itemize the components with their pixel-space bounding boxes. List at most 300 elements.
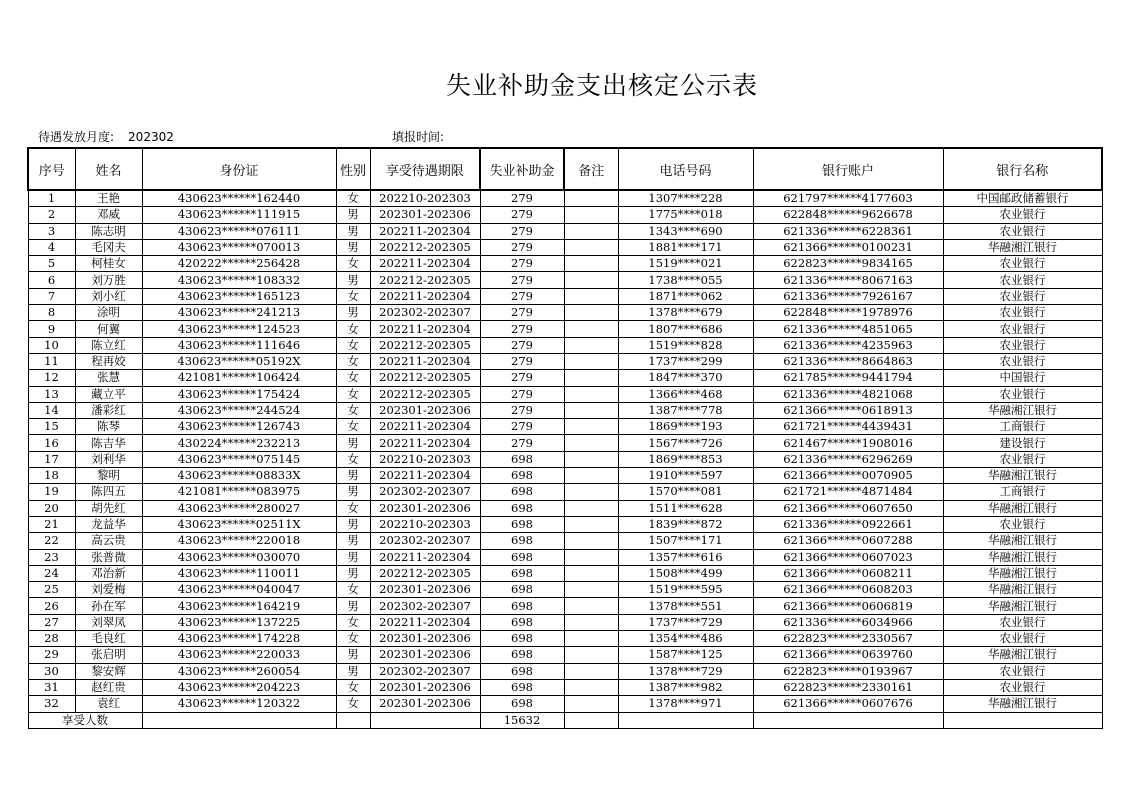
cell-index: 23 bbox=[28, 549, 75, 565]
footer-cell bbox=[564, 712, 618, 728]
cell-id-number: 430623******124523 bbox=[142, 321, 336, 337]
cell-phone: 1807****686 bbox=[618, 321, 753, 337]
cell-gender: 女 bbox=[336, 582, 370, 598]
table-row bbox=[28, 631, 1102, 647]
cell-bank-account: 621366******0606819 bbox=[753, 598, 943, 614]
header-bank-name: 银行名称 bbox=[943, 148, 1102, 190]
cell-remark bbox=[564, 500, 618, 516]
cell-gender: 女 bbox=[336, 288, 370, 304]
cell-gender: 女 bbox=[336, 500, 370, 516]
cell-bank-name: 华融湘江银行 bbox=[943, 468, 1102, 484]
cell-phone: 1737****729 bbox=[618, 614, 753, 630]
cell-phone: 1378****729 bbox=[618, 663, 753, 679]
cell-index: 15 bbox=[28, 419, 75, 435]
cell-subsidy: 279 bbox=[480, 402, 564, 418]
cell-gender: 男 bbox=[336, 598, 370, 614]
cell-subsidy: 279 bbox=[480, 272, 564, 288]
cell-name: 毛冈夫 bbox=[75, 239, 142, 255]
payment-month bbox=[38, 128, 174, 145]
cell-subsidy: 698 bbox=[480, 451, 564, 467]
cell-bank-name: 华融湘江银行 bbox=[943, 647, 1102, 663]
cell-period: 202301-202306 bbox=[370, 647, 480, 663]
cell-gender: 男 bbox=[336, 565, 370, 581]
cell-id-number: 430623******075145 bbox=[142, 451, 336, 467]
cell-name: 胡先红 bbox=[75, 500, 142, 516]
cell-remark bbox=[564, 516, 618, 532]
table-row bbox=[28, 272, 1102, 288]
cell-period: 202211-202304 bbox=[370, 353, 480, 369]
cell-phone: 1507****171 bbox=[618, 533, 753, 549]
cell-subsidy: 698 bbox=[480, 468, 564, 484]
cell-bank-name: 华融湘江银行 bbox=[943, 533, 1102, 549]
cell-phone: 1570****081 bbox=[618, 484, 753, 500]
cell-period: 202301-202306 bbox=[370, 402, 480, 418]
cell-gender: 男 bbox=[336, 305, 370, 321]
cell-bank-account: 621336******4821068 bbox=[753, 386, 943, 402]
cell-id-number: 430623******02511X bbox=[142, 516, 336, 532]
table-row bbox=[28, 402, 1102, 418]
cell-name: 陈志明 bbox=[75, 223, 142, 239]
cell-name: 赵红贵 bbox=[75, 679, 142, 695]
table-row bbox=[28, 679, 1102, 695]
table-row bbox=[28, 386, 1102, 402]
cell-phone: 1869****193 bbox=[618, 419, 753, 435]
header-gender: 性别 bbox=[336, 148, 370, 190]
cell-phone: 1519****021 bbox=[618, 256, 753, 272]
table-row bbox=[28, 500, 1102, 516]
cell-name: 陈四五 bbox=[75, 484, 142, 500]
cell-bank-account: 621366******0070905 bbox=[753, 468, 943, 484]
cell-subsidy: 698 bbox=[480, 565, 564, 581]
cell-bank-name: 农业银行 bbox=[943, 337, 1102, 353]
cell-bank-name: 农业银行 bbox=[943, 451, 1102, 467]
cell-index: 16 bbox=[28, 435, 75, 451]
cell-id-number: 430623******175424 bbox=[142, 386, 336, 402]
table-row bbox=[28, 516, 1102, 532]
cell-index: 10 bbox=[28, 337, 75, 353]
cell-id-number: 430623******244524 bbox=[142, 402, 336, 418]
cell-gender: 女 bbox=[336, 256, 370, 272]
header-phone: 电话号码 bbox=[618, 148, 753, 190]
cell-bank-name: 农业银行 bbox=[943, 516, 1102, 532]
cell-subsidy: 279 bbox=[480, 386, 564, 402]
cell-phone: 1343****690 bbox=[618, 223, 753, 239]
cell-bank-account: 621366******0100231 bbox=[753, 239, 943, 255]
cell-index: 26 bbox=[28, 598, 75, 614]
cell-subsidy: 698 bbox=[480, 631, 564, 647]
cell-remark bbox=[564, 419, 618, 435]
cell-index: 11 bbox=[28, 353, 75, 369]
cell-remark bbox=[564, 288, 618, 304]
cell-bank-name: 华融湘江银行 bbox=[943, 696, 1102, 712]
header-remark: 备注 bbox=[564, 148, 618, 190]
cell-period: 202301-202306 bbox=[370, 679, 480, 695]
cell-bank-account: 621336******7926167 bbox=[753, 288, 943, 304]
header-row bbox=[28, 148, 1102, 190]
cell-id-number: 430623******040047 bbox=[142, 582, 336, 598]
cell-index: 1 bbox=[28, 190, 75, 207]
cell-index: 22 bbox=[28, 533, 75, 549]
cell-subsidy: 698 bbox=[480, 647, 564, 663]
cell-id-number: 430224******232213 bbox=[142, 435, 336, 451]
cell-remark bbox=[564, 272, 618, 288]
cell-period: 202210-202303 bbox=[370, 516, 480, 532]
payment-month-value: 202302 bbox=[128, 130, 174, 144]
cell-index: 24 bbox=[28, 565, 75, 581]
cell-remark bbox=[564, 321, 618, 337]
cell-period: 202210-202303 bbox=[370, 451, 480, 467]
cell-id-number: 430623******204223 bbox=[142, 679, 336, 695]
cell-subsidy: 279 bbox=[480, 435, 564, 451]
cell-remark bbox=[564, 223, 618, 239]
cell-name: 刘小红 bbox=[75, 288, 142, 304]
cell-bank-name: 中国邮政储蓄银行 bbox=[943, 190, 1102, 207]
cell-id-number: 421081******106424 bbox=[142, 370, 336, 386]
cell-remark bbox=[564, 435, 618, 451]
cell-period: 202302-202307 bbox=[370, 305, 480, 321]
cell-period: 202212-202305 bbox=[370, 386, 480, 402]
table-row bbox=[28, 207, 1102, 223]
footer-cell bbox=[618, 712, 753, 728]
cell-bank-name: 农业银行 bbox=[943, 353, 1102, 369]
cell-index: 8 bbox=[28, 305, 75, 321]
cell-gender: 女 bbox=[336, 631, 370, 647]
cell-name: 刘爱梅 bbox=[75, 582, 142, 598]
table-row bbox=[28, 305, 1102, 321]
cell-index: 28 bbox=[28, 631, 75, 647]
cell-remark bbox=[564, 370, 618, 386]
cell-subsidy: 698 bbox=[480, 533, 564, 549]
cell-id-number: 430623******08833X bbox=[142, 468, 336, 484]
cell-gender: 男 bbox=[336, 223, 370, 239]
cell-gender: 男 bbox=[336, 663, 370, 679]
cell-bank-account: 621467******1908016 bbox=[753, 435, 943, 451]
cell-phone: 1869****853 bbox=[618, 451, 753, 467]
cell-id-number: 430623******070013 bbox=[142, 239, 336, 255]
cell-index: 7 bbox=[28, 288, 75, 304]
cell-subsidy: 279 bbox=[480, 321, 564, 337]
cell-period: 202211-202304 bbox=[370, 614, 480, 630]
header-period: 享受待遇期限 bbox=[370, 148, 480, 190]
cell-name: 黎明 bbox=[75, 468, 142, 484]
cell-id-number: 430623******126743 bbox=[142, 419, 336, 435]
cell-subsidy: 279 bbox=[480, 337, 564, 353]
table-row bbox=[28, 256, 1102, 272]
cell-remark bbox=[564, 207, 618, 223]
cell-bank-name: 华融湘江银行 bbox=[943, 500, 1102, 516]
cell-id-number: 430623******260054 bbox=[142, 663, 336, 679]
header-index: 序号 bbox=[28, 148, 75, 190]
cell-gender: 女 bbox=[336, 402, 370, 418]
cell-name: 藏立平 bbox=[75, 386, 142, 402]
cell-bank-name: 建设银行 bbox=[943, 435, 1102, 451]
cell-gender: 女 bbox=[336, 353, 370, 369]
cell-remark bbox=[564, 696, 618, 712]
cell-index: 3 bbox=[28, 223, 75, 239]
cell-gender: 女 bbox=[336, 337, 370, 353]
cell-period: 202211-202304 bbox=[370, 321, 480, 337]
footer-cell bbox=[336, 712, 370, 728]
cell-period: 202302-202307 bbox=[370, 663, 480, 679]
cell-bank-account: 621336******6228361 bbox=[753, 223, 943, 239]
cell-phone: 1775****018 bbox=[618, 207, 753, 223]
cell-name: 袁红 bbox=[75, 696, 142, 712]
cell-period: 202212-202305 bbox=[370, 337, 480, 353]
cell-remark bbox=[564, 598, 618, 614]
cell-gender: 男 bbox=[336, 207, 370, 223]
cell-subsidy: 279 bbox=[480, 419, 564, 435]
cell-index: 25 bbox=[28, 582, 75, 598]
header-id-number: 身份证 bbox=[142, 148, 336, 190]
cell-phone: 1587****125 bbox=[618, 647, 753, 663]
cell-name: 邓治新 bbox=[75, 565, 142, 581]
table-row bbox=[28, 468, 1102, 484]
table-row bbox=[28, 370, 1102, 386]
cell-subsidy: 279 bbox=[480, 353, 564, 369]
cell-subsidy: 698 bbox=[480, 663, 564, 679]
cell-id-number: 430623******137225 bbox=[142, 614, 336, 630]
cell-index: 12 bbox=[28, 370, 75, 386]
cell-bank-name: 农业银行 bbox=[943, 305, 1102, 321]
cell-id-number: 430623******110011 bbox=[142, 565, 336, 581]
cell-period: 202210-202303 bbox=[370, 190, 480, 207]
cell-remark bbox=[564, 484, 618, 500]
table-row bbox=[28, 582, 1102, 598]
cell-remark bbox=[564, 582, 618, 598]
cell-subsidy: 279 bbox=[480, 190, 564, 207]
cell-gender: 男 bbox=[336, 516, 370, 532]
cell-bank-account: 621721******4871484 bbox=[753, 484, 943, 500]
cell-bank-name: 工商银行 bbox=[943, 419, 1102, 435]
cell-gender: 男 bbox=[336, 549, 370, 565]
cell-bank-name: 农业银行 bbox=[943, 631, 1102, 647]
cell-bank-name: 农业银行 bbox=[943, 663, 1102, 679]
cell-subsidy: 279 bbox=[480, 305, 564, 321]
cell-bank-account: 621336******4235963 bbox=[753, 337, 943, 353]
cell-gender: 女 bbox=[336, 190, 370, 207]
cell-bank-account: 621336******8067163 bbox=[753, 272, 943, 288]
cell-subsidy: 279 bbox=[480, 256, 564, 272]
table-row bbox=[28, 451, 1102, 467]
cell-id-number: 430623******108332 bbox=[142, 272, 336, 288]
cell-id-number: 430623******174228 bbox=[142, 631, 336, 647]
cell-remark bbox=[564, 679, 618, 695]
cell-period: 202301-202306 bbox=[370, 582, 480, 598]
cell-bank-account: 621366******0607676 bbox=[753, 696, 943, 712]
cell-period: 202211-202304 bbox=[370, 288, 480, 304]
cell-index: 29 bbox=[28, 647, 75, 663]
cell-bank-name: 华融湘江银行 bbox=[943, 549, 1102, 565]
cell-subsidy: 279 bbox=[480, 207, 564, 223]
cell-bank-name: 华融湘江银行 bbox=[943, 239, 1102, 255]
header-name: 姓名 bbox=[75, 148, 142, 190]
cell-period: 202212-202305 bbox=[370, 272, 480, 288]
cell-subsidy: 698 bbox=[480, 696, 564, 712]
cell-name: 潘彩红 bbox=[75, 402, 142, 418]
cell-period: 202301-202306 bbox=[370, 500, 480, 516]
cell-phone: 1738****055 bbox=[618, 272, 753, 288]
cell-name: 王艳 bbox=[75, 190, 142, 207]
table-row bbox=[28, 614, 1102, 630]
cell-bank-name: 农业银行 bbox=[943, 321, 1102, 337]
cell-remark bbox=[564, 305, 618, 321]
cell-bank-name: 工商银行 bbox=[943, 484, 1102, 500]
cell-id-number: 430623******220018 bbox=[142, 533, 336, 549]
cell-period: 202212-202305 bbox=[370, 239, 480, 255]
table-row bbox=[28, 353, 1102, 369]
cell-period: 202302-202307 bbox=[370, 484, 480, 500]
cell-bank-name: 农业银行 bbox=[943, 272, 1102, 288]
table-row bbox=[28, 288, 1102, 304]
cell-bank-name: 华融湘江银行 bbox=[943, 565, 1102, 581]
cell-subsidy: 279 bbox=[480, 239, 564, 255]
cell-index: 9 bbox=[28, 321, 75, 337]
cell-phone: 1737****299 bbox=[618, 353, 753, 369]
cell-gender: 女 bbox=[336, 696, 370, 712]
cell-bank-account: 622823******2330161 bbox=[753, 679, 943, 695]
cell-phone: 1354****486 bbox=[618, 631, 753, 647]
cell-id-number: 430623******111915 bbox=[142, 207, 336, 223]
cell-index: 6 bbox=[28, 272, 75, 288]
footer-total: 15632 bbox=[480, 712, 564, 728]
cell-id-number: 430623******111646 bbox=[142, 337, 336, 353]
table-row bbox=[28, 321, 1102, 337]
table-row bbox=[28, 533, 1102, 549]
cell-bank-name: 农业银行 bbox=[943, 223, 1102, 239]
cell-bank-account: 621336******8664863 bbox=[753, 353, 943, 369]
cell-phone: 1357****616 bbox=[618, 549, 753, 565]
cell-remark bbox=[564, 565, 618, 581]
cell-phone: 1910****597 bbox=[618, 468, 753, 484]
cell-id-number: 430623******280027 bbox=[142, 500, 336, 516]
table-row bbox=[28, 696, 1102, 712]
cell-bank-name: 农业银行 bbox=[943, 386, 1102, 402]
cell-phone: 1378****551 bbox=[618, 598, 753, 614]
cell-remark bbox=[564, 647, 618, 663]
cell-id-number: 430623******164219 bbox=[142, 598, 336, 614]
page-title: 失业补助金支出核定公示表 bbox=[445, 71, 758, 100]
cell-gender: 男 bbox=[336, 484, 370, 500]
cell-name: 柯桂女 bbox=[75, 256, 142, 272]
table-row bbox=[28, 565, 1102, 581]
cell-name: 陈琴 bbox=[75, 419, 142, 435]
cell-id-number: 430623******162440 bbox=[142, 190, 336, 207]
cell-name: 毛良红 bbox=[75, 631, 142, 647]
fill-time-label: 填报时间: bbox=[392, 130, 445, 144]
cell-index: 21 bbox=[28, 516, 75, 532]
cell-bank-name: 华融湘江银行 bbox=[943, 582, 1102, 598]
cell-remark bbox=[564, 614, 618, 630]
cell-bank-account: 621797******4177603 bbox=[753, 190, 943, 207]
cell-bank-account: 622823******2330567 bbox=[753, 631, 943, 647]
cell-bank-name: 农业银行 bbox=[943, 614, 1102, 630]
cell-id-number: 430623******05192X bbox=[142, 353, 336, 369]
cell-name: 刘利华 bbox=[75, 451, 142, 467]
cell-bank-account: 621366******0607023 bbox=[753, 549, 943, 565]
cell-gender: 女 bbox=[336, 614, 370, 630]
cell-index: 2 bbox=[28, 207, 75, 223]
cell-phone: 1366****468 bbox=[618, 386, 753, 402]
cell-name: 高云贵 bbox=[75, 533, 142, 549]
cell-remark bbox=[564, 190, 618, 207]
table-row bbox=[28, 435, 1102, 451]
cell-subsidy: 698 bbox=[480, 549, 564, 565]
cell-subsidy: 698 bbox=[480, 614, 564, 630]
cell-bank-account: 622848******1978976 bbox=[753, 305, 943, 321]
cell-gender: 女 bbox=[336, 419, 370, 435]
cell-remark bbox=[564, 402, 618, 418]
cell-remark bbox=[564, 663, 618, 679]
cell-phone: 1567****726 bbox=[618, 435, 753, 451]
cell-gender: 女 bbox=[336, 321, 370, 337]
footer-cell bbox=[142, 712, 336, 728]
cell-bank-account: 621366******0639760 bbox=[753, 647, 943, 663]
cell-phone: 1519****595 bbox=[618, 582, 753, 598]
cell-phone: 1519****828 bbox=[618, 337, 753, 353]
cell-bank-account: 621336******6034966 bbox=[753, 614, 943, 630]
cell-remark bbox=[564, 549, 618, 565]
cell-period: 202212-202305 bbox=[370, 565, 480, 581]
cell-index: 30 bbox=[28, 663, 75, 679]
cell-index: 31 bbox=[28, 679, 75, 695]
cell-index: 27 bbox=[28, 614, 75, 630]
footer-row bbox=[28, 712, 1102, 728]
footer-cell bbox=[943, 712, 1102, 728]
cell-index: 32 bbox=[28, 696, 75, 712]
cell-phone: 1881****171 bbox=[618, 239, 753, 255]
cell-period: 202301-202306 bbox=[370, 696, 480, 712]
cell-index: 20 bbox=[28, 500, 75, 516]
cell-index: 13 bbox=[28, 386, 75, 402]
cell-phone: 1307****228 bbox=[618, 190, 753, 207]
cell-subsidy: 279 bbox=[480, 370, 564, 386]
cell-index: 18 bbox=[28, 468, 75, 484]
cell-period: 202212-202305 bbox=[370, 370, 480, 386]
cell-id-number: 430623******076111 bbox=[142, 223, 336, 239]
cell-id-number: 420222******256428 bbox=[142, 256, 336, 272]
cell-id-number: 430623******165123 bbox=[142, 288, 336, 304]
cell-name: 邓威 bbox=[75, 207, 142, 223]
table-row bbox=[28, 337, 1102, 353]
table-row bbox=[28, 663, 1102, 679]
cell-remark bbox=[564, 239, 618, 255]
cell-gender: 女 bbox=[336, 386, 370, 402]
cell-period: 202211-202304 bbox=[370, 256, 480, 272]
cell-gender: 男 bbox=[336, 272, 370, 288]
cell-name: 陈吉华 bbox=[75, 435, 142, 451]
cell-phone: 1511****628 bbox=[618, 500, 753, 516]
cell-name: 陈立红 bbox=[75, 337, 142, 353]
cell-period: 202302-202307 bbox=[370, 598, 480, 614]
cell-bank-account: 621366******0607288 bbox=[753, 533, 943, 549]
cell-subsidy: 279 bbox=[480, 288, 564, 304]
payment-month-label: 待遇发放月度: bbox=[38, 130, 115, 144]
cell-bank-name: 农业银行 bbox=[943, 679, 1102, 695]
cell-gender: 男 bbox=[336, 239, 370, 255]
table-row bbox=[28, 223, 1102, 239]
cell-gender: 女 bbox=[336, 370, 370, 386]
subsidy-table bbox=[27, 147, 1103, 729]
cell-subsidy: 698 bbox=[480, 679, 564, 695]
cell-bank-account: 621336******0922661 bbox=[753, 516, 943, 532]
footer-cell bbox=[753, 712, 943, 728]
cell-gender: 男 bbox=[336, 647, 370, 663]
cell-id-number: 430623******220033 bbox=[142, 647, 336, 663]
cell-index: 14 bbox=[28, 402, 75, 418]
header-subsidy: 失业补助金 bbox=[480, 148, 564, 190]
cell-bank-name: 华融湘江银行 bbox=[943, 402, 1102, 418]
cell-id-number: 421081******083975 bbox=[142, 484, 336, 500]
